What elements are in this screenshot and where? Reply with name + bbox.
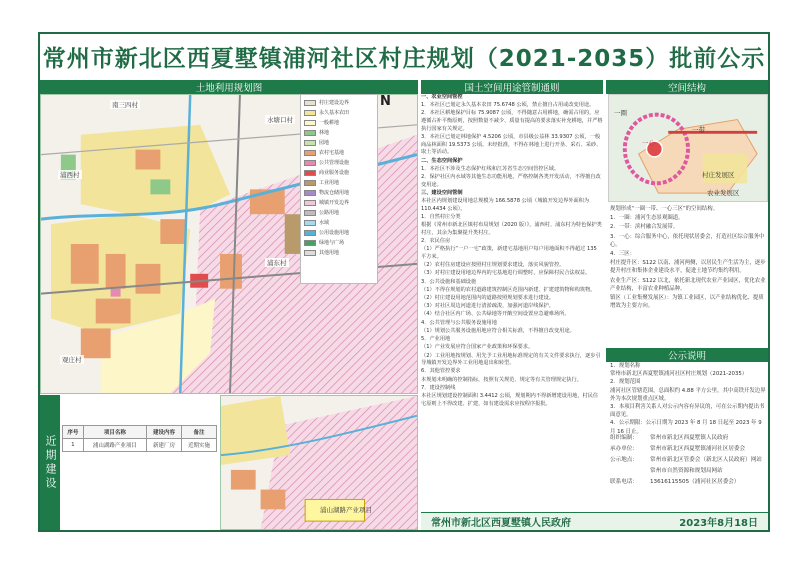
north-arrow-icon: N (380, 94, 391, 109)
legend-swatch (304, 170, 316, 176)
rule-paragraph: 4．公共管理与公共服务设施用地 (421, 319, 497, 326)
rule-paragraph: 2．农民住房 (421, 238, 451, 245)
spatial-structure-diagram (608, 94, 768, 202)
legend-label: 村庄建设边界 (319, 100, 350, 106)
structure-paragraph: 农业生产区：S122 以北，依托新北现代农业产业园区，优化农业产业结构，丰富农业种植品种。 (610, 277, 766, 292)
legend-swatch (304, 230, 316, 236)
legend-label: 永久基本农田 (319, 110, 350, 116)
legend-label: 一般耕地 (319, 120, 340, 126)
legend-swatch (304, 190, 316, 196)
legend-label: 林地 (319, 130, 330, 136)
rule-paragraph: （3）对村庄建设用地边界内的宅基地进行调整时，应保障村民合法权益。 (421, 270, 591, 277)
legend-label: 城镇开发边界 (319, 200, 350, 206)
table-header-cell: 备注 (182, 426, 217, 439)
residential-cluster (160, 219, 185, 244)
legend-swatch (304, 100, 316, 106)
legend-item (304, 248, 374, 257)
rule-paragraph: （2）村庄建设用地范围内的道路按照规划要求进行建设。 (421, 295, 554, 302)
forest-patch (150, 179, 170, 194)
legend-item (304, 148, 374, 157)
structure-paragraph: 4．三区： (610, 251, 635, 258)
org-key: 联系电话： (610, 479, 638, 485)
rule-paragraph: 2．保护社区内水域等其他生态功能用地，严格控制各类开发活动，不得擅自改变用途。 (421, 174, 601, 188)
rule-paragraph: 6．其他管控要求 (421, 368, 461, 375)
diagram-label-zone-b: 农业发展区 (707, 189, 740, 197)
org-value: 常州市新北区西夏墅镇人民政府 (650, 435, 729, 441)
spatial-structure-header: 空间结构 (606, 80, 768, 94)
legend-item (304, 138, 374, 147)
footer-bar (421, 512, 768, 530)
diagram-label-core: 一心 (642, 139, 655, 147)
structure-diagram-canvas (609, 95, 767, 201)
residential-cluster (220, 254, 242, 289)
rule-paragraph: 根据《常州市新北区镇村布局规划（2020 版）》，浦西村、浦东村为特色保护类村庄，其余为集聚提升类村庄。 (421, 222, 602, 236)
legend-label: 公共管理设施 (319, 160, 350, 166)
table-cell: 1 (63, 439, 84, 452)
org-value: 常州市新北区管委会（新北区人民政府）网站 (650, 457, 762, 463)
legend-item (304, 178, 374, 187)
legend-swatch (304, 110, 316, 116)
org-value: 常州市新北区西夏墅镇浦河社区居委会 (650, 446, 746, 452)
org-row (610, 444, 768, 455)
rule-paragraph: （4）结合社区内广场、公共绿地等开敞空间设置应急避难场所。 (421, 311, 570, 318)
structure-paragraph: 村庄提升区：S122 以南、浦河两侧，以居民生产生活为主，逐步提升村庄和集体企业建设水平，促进土地节约集约利用。 (610, 260, 766, 275)
org-value: 常州市自然资源和规划局网站 (650, 468, 723, 474)
footer-date: 2023年8月18日 (679, 518, 758, 529)
rule-heading: 二、生态空间保护 (421, 157, 463, 164)
legend-label: 绿地与广场 (319, 240, 345, 246)
notice-paragraph: 2．规划范围 (610, 379, 641, 386)
residential-cluster (135, 150, 160, 170)
project-site-label: 浦山湖路产业项目 (320, 506, 372, 514)
legend-item (304, 158, 374, 167)
table-cell: 近期实施 (182, 439, 217, 452)
land-use-map-header: 土地利用规划图 (40, 80, 418, 94)
rule-paragraph: 本社区规划建设控制面积 3.4412 公顷，规划期内不得新增建设用地，村民住宅原则上不得改建、扩建，如有建设需求应按程序报批。 (421, 393, 599, 407)
structure-paragraph: 3．一心：综合服务中心，依托现状居委会，打造社区综合服务中心。 (610, 233, 765, 248)
table-cell: 新建厂房 (147, 439, 182, 452)
legend-label: 工业用地 (319, 180, 340, 186)
legend-item (304, 108, 374, 117)
diagram-label-axis: 一带 (692, 126, 705, 134)
structure-paragraph: 2．一带：滨村融合发展带。 (610, 224, 679, 231)
residential-cluster (261, 490, 286, 510)
legend-swatch (304, 240, 316, 246)
legend-item (304, 188, 374, 197)
legend-swatch (304, 250, 316, 256)
notice-paragraph: 3．本项目利害关系人对公示内容有异议的，可在公示期内提出书面意见。 (610, 404, 765, 419)
diagram-label-ring: 一圈 (614, 109, 627, 117)
legend-item (304, 228, 374, 237)
rule-paragraph: （1）产业发展应符合国家产业政策和环保要求。 (421, 344, 534, 351)
structure-paragraph: 镇区（工业集聚发展区）：为镇工业园区，以产业结构优化、提质增效为主要方向。 (610, 295, 764, 310)
residential-cluster (96, 299, 131, 324)
legend-swatch (304, 140, 316, 146)
rule-paragraph: 5．产业用地 (421, 336, 451, 343)
residential-cluster (231, 470, 256, 490)
table-header-cell: 建设内容 (147, 426, 182, 439)
legend-swatch (304, 180, 316, 186)
notice-header: 公示说明 (606, 348, 768, 362)
rule-paragraph: （1）严格执行“一户一宅”政策，新建宅基地用户每户用地面积不得超过 135 平方米。 (421, 246, 597, 261)
notice-paragraph: 4．公示期限：公示日期为 2023 年 8 月 18 日起至 2023 年 9 月 16 日止。 (610, 420, 762, 435)
rule-paragraph: （3）对社区周边河道进行清淤疏浚，加强河道岸线保护。 (421, 303, 554, 310)
legend-swatch (304, 160, 316, 166)
legend-item (304, 238, 374, 247)
legend-item (304, 208, 374, 217)
control-rules-text (421, 94, 603, 512)
rule-paragraph: 3．本社区已划定林地保护 4.5206 公顷，市县级公益林 33.9307 公顷，一般商品林面积 19.5373 公顷。未经批准，不得在林地上进行开垦、采石、采砂、取土等活动。 (421, 134, 602, 156)
org-row (610, 466, 768, 477)
notice-paragraph: 常州市新北区西夏墅镇浦河社区村庄规划（2021-2035） (610, 371, 748, 378)
legend-item (304, 168, 374, 177)
rule-paragraph: （2）工业用地按规划、用先予工业用地标准规定的有关文件要求执行，逐步引导城镇开发边界外工业用地退出和转型。 (421, 352, 601, 367)
residential-cluster (135, 264, 160, 294)
structure-paragraph: 规划形成“一圈一带、一心三区”的空间结构。 (610, 206, 719, 212)
org-value: 13616115505（浦河社区居委会） (650, 479, 740, 485)
legend-item (304, 198, 374, 207)
rule-paragraph: （1）不得在规划的农村道路建筑控制区范围内新建、扩建建筑物和构筑物。 (421, 286, 596, 293)
table-header-cell: 序号 (63, 426, 84, 439)
rule-paragraph: 本社区内规划建设用地总规模为 166.5878 公顷（城镇开发边界外面积为 110.4434 公顷）。 (421, 198, 590, 212)
rule-paragraph: （2）农村住房建设应按照村庄规划要求建设，落实风貌管控。 (421, 262, 565, 269)
table-header-row (63, 426, 217, 439)
map-legend (300, 94, 378, 284)
structure-paragraph: 1．一圈：浦河生态景观圈道。 (610, 215, 684, 222)
legend-item (304, 98, 374, 107)
legend-swatch (304, 210, 316, 216)
legend-label: 园地 (319, 140, 330, 146)
rule-paragraph: 本规划未明确的控制指标，按照有关规范、规定等有关管理规定执行。 (421, 376, 582, 383)
org-key: 公示地点： (610, 457, 638, 463)
notice-paragraph: 浦河社区管辖范围，总面积约 4.88 平方公里，其中高铁开发边界外为本次规划重点区域。 (610, 387, 766, 402)
footer-org: 常州市新北区西夏墅镇人民政府 (431, 518, 571, 529)
org-key: 承办单位： (610, 446, 638, 452)
rule-paragraph: 7．建设控制线 (421, 384, 456, 391)
org-row (610, 455, 768, 466)
legend-item (304, 128, 374, 137)
structure-description (610, 205, 768, 311)
legend-label: 公路用地 (319, 210, 340, 216)
place-label-village-b: 浦西村 (60, 171, 80, 179)
rule-paragraph: （1）规划公共服务设施用地应符合相关标准，不得擅自改变用途。 (421, 327, 575, 334)
rule-paragraph: 1．本社区已划定永久基本农田 75.6748 公顷，禁止擅自占用或改变用途。 (421, 102, 595, 109)
control-rules-header: 国土空间用途管制通则 (421, 80, 603, 94)
legend-swatch (304, 120, 316, 126)
residential-cluster (106, 254, 126, 289)
place-label-village-c: 浦东村 (267, 259, 287, 267)
place-label-village-a: 南三四村 (112, 101, 138, 109)
legend-label: 水域 (319, 220, 330, 226)
legend-item (304, 118, 374, 127)
diagram-label-zone-a: 村庄发展区 (702, 171, 735, 179)
near-term-table (62, 425, 217, 452)
legend-label: 物流仓储用地 (319, 190, 350, 196)
rule-paragraph: 3．公共设施和基础设施 (421, 278, 477, 285)
org-key: 组织编制： (610, 435, 638, 441)
rule-heading: 三、建设空间管制 (421, 189, 463, 196)
notice-description (610, 362, 768, 436)
legend-label: 公用设施用地 (319, 230, 350, 236)
near-term-side-label: 近期建设 (40, 395, 60, 530)
rule-paragraph: 1．自然村庄分类 (421, 214, 461, 221)
residential-cluster (71, 244, 99, 284)
legend-swatch (304, 130, 316, 136)
legend-swatch (304, 220, 316, 226)
legend-label: 商业服务设施 (319, 170, 350, 176)
public-facility-site (111, 289, 121, 297)
rule-paragraph: 1．本社区不涉及生态保护红线和江苏省生态空间管控区域。 (421, 165, 560, 172)
notice-paragraph: 1．规划名称 (610, 363, 641, 369)
organizer-info (610, 433, 768, 488)
legend-swatch (304, 200, 316, 206)
org-row (610, 433, 768, 444)
rule-heading: 一、农业空间管控 (421, 94, 463, 100)
page-title: 常州市新北区西夏墅镇浦河社区村庄规划（2021-2035）批前公示 (42, 45, 766, 72)
rule-paragraph: 2．本社区耕地保护目标 75.9087 公顷，不得随意占用耕地，确需占用的，应遵循占补平衡原则，按照数量不减少、质量有提高的要求落实补充耕地，并严格执行国家有关规定。 (421, 110, 603, 132)
table-header-cell: 项目名称 (83, 426, 146, 439)
legend-label: 其他用地 (319, 250, 340, 256)
table-row (63, 439, 217, 452)
org-key (610, 466, 650, 477)
place-label-village-e: 观庄村 (62, 356, 82, 364)
org-row (610, 477, 768, 488)
legend-label: 农村宅基地 (319, 150, 345, 156)
legend-item (304, 218, 374, 227)
place-label-village-d: 水塘口村 (267, 116, 293, 124)
table-cell: 浦山湖路产业项目 (83, 439, 146, 452)
title-bar (38, 32, 770, 80)
legend-swatch (304, 150, 316, 156)
residential-cluster (81, 328, 111, 358)
